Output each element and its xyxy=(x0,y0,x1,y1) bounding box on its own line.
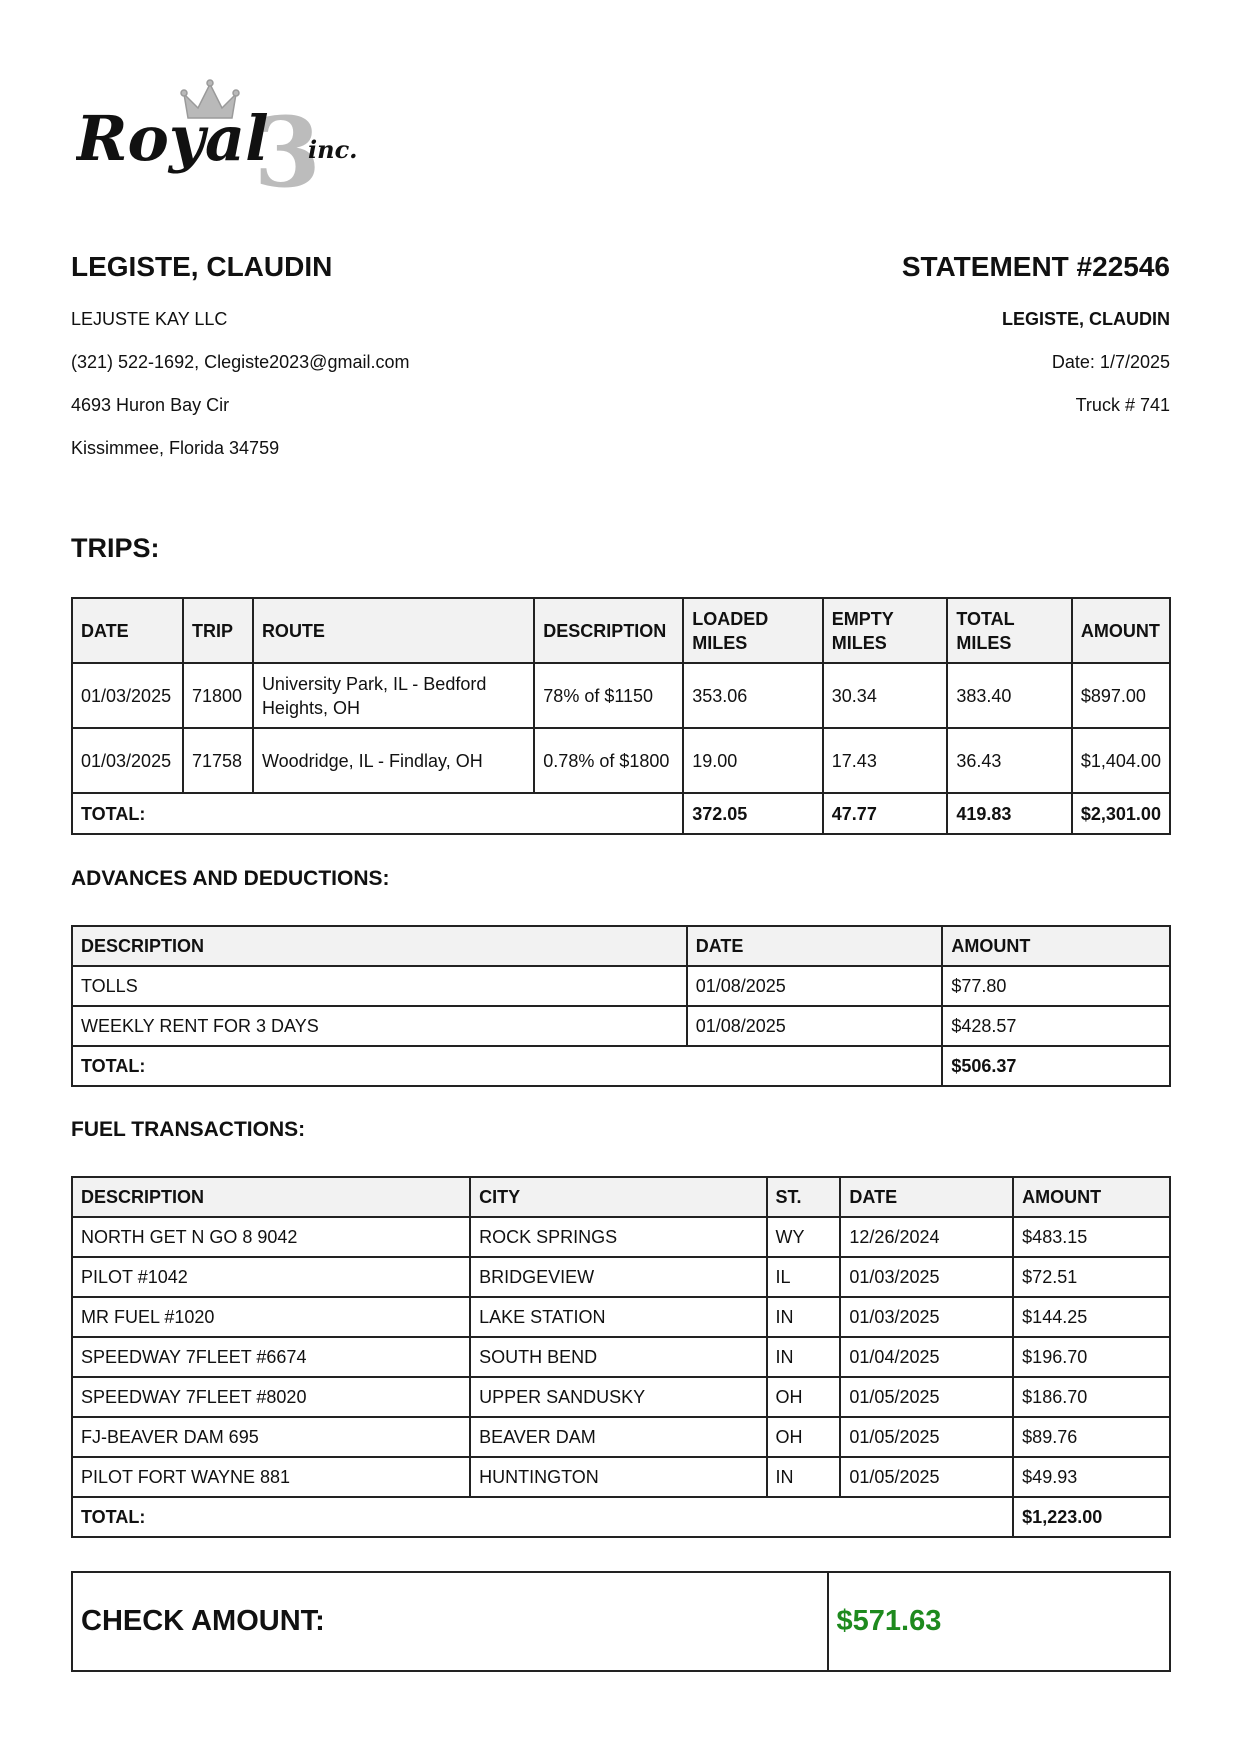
fuel-state: OH xyxy=(767,1417,841,1457)
fuel-description: PILOT FORT WAYNE 881 xyxy=(72,1457,470,1497)
trip-route: Woodridge, IL - Findlay, OH xyxy=(253,728,534,793)
logo-suffix: inc. xyxy=(308,135,358,164)
total-empty-miles: 47.77 xyxy=(823,793,948,834)
driver-company: LEJUSTE KAY LLC xyxy=(71,309,228,329)
column-header-amount: AMOUNT xyxy=(1072,598,1170,663)
fuel-description: NORTH GET N GO 8 9042 xyxy=(72,1217,470,1257)
header-line: LOADED xyxy=(692,608,769,629)
column-header-city: CITY xyxy=(470,1177,766,1217)
trip-empty-miles: 17.43 xyxy=(823,728,948,793)
trip-amount: $897.00 xyxy=(1072,663,1170,728)
driver-name: LEGISTE, CLAUDIN xyxy=(71,251,333,282)
logo-wordmark: Royal xyxy=(76,102,269,175)
table-header-row xyxy=(72,598,1170,663)
trip-description: 78% of $1150 xyxy=(534,663,683,728)
fuel-date: 01/05/2025 xyxy=(840,1417,1013,1457)
advance-date: 01/08/2025 xyxy=(687,966,943,1006)
advance-description: WEEKLY RENT FOR 3 DAYS xyxy=(72,1006,687,1046)
trip-total-miles: 383.40 xyxy=(947,663,1072,728)
table-row xyxy=(72,966,1170,1006)
column-header-date: DATE xyxy=(72,598,183,663)
statement-info xyxy=(610,250,1170,437)
driver-address-line2: Kissimmee, Florida 34759 xyxy=(71,438,280,458)
advance-description: TOLLS xyxy=(72,966,687,1006)
fuel-city: BRIDGEVIEW xyxy=(470,1257,766,1297)
column-header-description: DESCRIPTION xyxy=(72,1177,470,1217)
table-row xyxy=(72,1217,1170,1257)
advance-amount: $428.57 xyxy=(942,1006,1170,1046)
trip-description: 0.78% of $1800 xyxy=(534,728,683,793)
table-row xyxy=(72,728,1170,793)
column-header-total-miles xyxy=(947,598,1072,663)
table-row xyxy=(72,1417,1170,1457)
fuel-city: ROCK SPRINGS xyxy=(470,1217,766,1257)
column-header-route: ROUTE xyxy=(253,598,534,663)
check-amount-value: $571.63 xyxy=(828,1572,1170,1671)
total-loaded-miles: 372.05 xyxy=(683,793,823,834)
fuel-city: LAKE STATION xyxy=(470,1297,766,1337)
total-amount: $1,223.00 xyxy=(1013,1497,1170,1537)
driver-contact: (321) 522-1692, Clegiste2023@gmail.com xyxy=(71,352,410,372)
column-header-amount: AMOUNT xyxy=(1013,1177,1170,1217)
fuel-state: IN xyxy=(767,1457,841,1497)
trip-loaded-miles: 19.00 xyxy=(683,728,823,793)
column-header-description: DESCRIPTION xyxy=(534,598,683,663)
trip-number: 71800 xyxy=(183,663,253,728)
column-header-description: DESCRIPTION xyxy=(72,926,687,966)
fuel-date: 12/26/2024 xyxy=(840,1217,1013,1257)
statement-date: Date: 1/7/2025 xyxy=(1051,352,1170,372)
fuel-city: UPPER SANDUSKY xyxy=(470,1377,766,1417)
trip-date: 01/03/2025 xyxy=(72,663,183,728)
driver-address-line1: 4693 Huron Bay Cir xyxy=(71,395,230,415)
driver-info xyxy=(71,250,631,480)
advances-section-title: ADVANCES AND DEDUCTIONS: xyxy=(71,867,390,890)
total-amount: $506.37 xyxy=(942,1046,1170,1086)
header-line: EMPTY xyxy=(831,608,894,629)
total-amount: $2,301.00 xyxy=(1072,793,1170,834)
total-label: TOTAL: xyxy=(72,1046,942,1086)
trip-loaded-miles: 353.06 xyxy=(683,663,823,728)
header-line: MILES xyxy=(831,632,887,653)
advances-table xyxy=(71,925,1171,1087)
fuel-description: SPEEDWAY 7FLEET #8020 xyxy=(72,1377,470,1417)
table-row xyxy=(72,1377,1170,1417)
statement-title: STATEMENT #22546 xyxy=(901,251,1170,282)
fuel-amount: $72.51 xyxy=(1013,1257,1170,1297)
total-label: TOTAL: xyxy=(72,1497,1013,1537)
trips-table xyxy=(71,597,1171,835)
fuel-amount: $49.93 xyxy=(1013,1457,1170,1497)
trip-amount: $1,404.00 xyxy=(1072,728,1170,793)
fuel-state: OH xyxy=(767,1377,841,1417)
table-row xyxy=(72,1006,1170,1046)
fuel-description: MR FUEL #1020 xyxy=(72,1297,470,1337)
company-logo xyxy=(76,78,386,198)
trip-total-miles: 36.43 xyxy=(947,728,1072,793)
column-header-trip: TRIP xyxy=(183,598,253,663)
fuel-section-title: FUEL TRANSACTIONS: xyxy=(71,1118,306,1141)
column-header-loaded-miles xyxy=(683,598,823,663)
statement-name: LEGISTE, CLAUDIN xyxy=(1001,309,1170,329)
fuel-state: IL xyxy=(767,1257,841,1297)
fuel-date: 01/03/2025 xyxy=(840,1297,1013,1337)
fuel-description: PILOT #1042 xyxy=(72,1257,470,1297)
column-header-amount: AMOUNT xyxy=(942,926,1170,966)
fuel-amount: $196.70 xyxy=(1013,1337,1170,1377)
fuel-amount: $186.70 xyxy=(1013,1377,1170,1417)
table-row xyxy=(72,1457,1170,1497)
table-row xyxy=(72,1257,1170,1297)
fuel-description: FJ-BEAVER DAM 695 xyxy=(72,1417,470,1457)
table-row xyxy=(72,1297,1170,1337)
trip-empty-miles: 30.34 xyxy=(823,663,948,728)
trip-date: 01/03/2025 xyxy=(72,728,183,793)
table-header-row xyxy=(72,1177,1170,1217)
fuel-table xyxy=(71,1176,1171,1538)
header-line: MILES xyxy=(956,632,1012,653)
header-line: TOTAL xyxy=(956,608,1015,629)
table-total-row xyxy=(72,1497,1170,1537)
fuel-state: WY xyxy=(767,1217,841,1257)
fuel-amount: $483.15 xyxy=(1013,1217,1170,1257)
fuel-amount: $144.25 xyxy=(1013,1297,1170,1337)
check-amount-box xyxy=(71,1571,1171,1672)
fuel-state: IN xyxy=(767,1297,841,1337)
advance-date: 01/08/2025 xyxy=(687,1006,943,1046)
trips-section-title: TRIPS: xyxy=(71,533,160,563)
column-header-state: ST. xyxy=(767,1177,841,1217)
fuel-date: 01/05/2025 xyxy=(840,1377,1013,1417)
statement-truck: Truck # 741 xyxy=(1075,395,1170,415)
column-header-empty-miles xyxy=(823,598,948,663)
fuel-amount: $89.76 xyxy=(1013,1417,1170,1457)
column-header-date: DATE xyxy=(687,926,943,966)
advance-amount: $77.80 xyxy=(942,966,1170,1006)
table-total-row xyxy=(72,1046,1170,1086)
table-row xyxy=(72,663,1170,728)
table-total-row xyxy=(72,793,1170,834)
fuel-state: IN xyxy=(767,1337,841,1377)
logo-numeral: 3 xyxy=(254,96,321,198)
check-amount-label: CHECK AMOUNT: xyxy=(72,1572,828,1671)
fuel-description: SPEEDWAY 7FLEET #6674 xyxy=(72,1337,470,1377)
fuel-city: SOUTH BEND xyxy=(470,1337,766,1377)
table-header-row xyxy=(72,926,1170,966)
header-line: MILES xyxy=(692,632,748,653)
fuel-date: 01/03/2025 xyxy=(840,1257,1013,1297)
fuel-city: BEAVER DAM xyxy=(470,1417,766,1457)
fuel-date: 01/05/2025 xyxy=(840,1457,1013,1497)
fuel-city: HUNTINGTON xyxy=(470,1457,766,1497)
total-label: TOTAL: xyxy=(72,793,683,834)
total-total-miles: 419.83 xyxy=(947,793,1072,834)
column-header-date: DATE xyxy=(840,1177,1013,1217)
trip-route: University Park, IL - Bedford Heights, OH xyxy=(253,663,534,728)
trip-number: 71758 xyxy=(183,728,253,793)
fuel-date: 01/04/2025 xyxy=(840,1337,1013,1377)
table-row xyxy=(72,1337,1170,1377)
